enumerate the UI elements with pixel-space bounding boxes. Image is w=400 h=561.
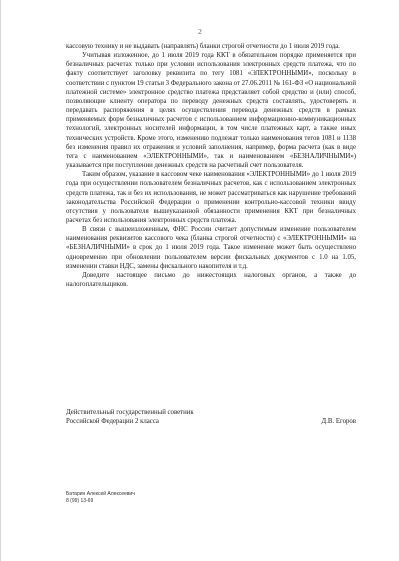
executor-phone: 8 (99) 13-69 <box>66 497 94 504</box>
signer-name: Д.В. Егоров <box>321 418 356 426</box>
paragraph-conclusion: Таким образом, указание в кассовом чеке наименования «ЭЛЕКТРОННЫМИ» до 1 июля 2019 года при осуществлении пользователем безналичных расчетов, как с использованием электронных средств платежа, так и без их использования, не может рассматриваться как нарушение требований законодательства Российской Федерации о применении контрольно-кассовой техники ввиду отсутствия у пользователя вышеуказанной обязанности применения ККТ при безналичных расчетах без использования электронных средств платежа. <box>66 171 356 224</box>
letter-body <box>66 42 356 289</box>
paragraph-electronic-payment: Учитывая изложенное, до 1 июля 2019 года ККТ в обязательном порядке применяется при безналичных расчетах только при условии использования электронных средств платежа, что по факту соответствует заголовку реквизита по тегу 1081 «ЭЛЕКТРОННЫМИ», поскольку в соответствии с пунктом 19 статьи 3 Федерального закона от 27.06.2011 № 161-ФЗ «О национальной платежной системе» электронное средство платежа представляет собой средство и (или) способ, позволяющие клиенту оператора по переводу денежных средств составлять, удостоверять и передавать распоряжения в целях осуществления перевода денежных средств в рамках применяемых форм безналичных расчетов с использованием информационно-коммуникационных технологий, электронных носителей информации, в том числе платежных карт, а также иных технических устройств. Кроме этого, изменению подлежат только наименования тегов 1081 и 1138 без изменения правил их отражения и условий заполнения, например, форма расчета (как в виде тега с наименованием «ЭЛЕКТРОННЫМИ», так и наименованием «БЕЗНАЛИЧНЫМИ») указывается при поступлении денежных средств на расчетный счет пользователя. <box>66 52 357 170</box>
signer-position-line2: Российской Федерации 2 класса <box>66 418 159 426</box>
executor-name: Батарин Алексей Алексеевич <box>66 491 135 497</box>
signature-row <box>66 417 356 426</box>
signer-position-line1: Действительный государственный советник <box>66 409 194 416</box>
signature-block <box>66 408 356 426</box>
paragraph-continuation: кассовую технику и не выдавать (направлять) бланки строгой отчетности до 1 июля 2019 года. <box>66 43 341 50</box>
executor-block <box>66 491 135 504</box>
page-number: 2 <box>198 27 202 36</box>
paragraph-instruction: Доведите настоящее письмо до нижестоящих налоговых органов, а также до налогоплательщиков. <box>66 271 356 289</box>
paragraph-fns-position: В связи с вышеизложенным, ФНС России считает допустимым изменение пользователем наименования реквизитов кассового чека (бланка строгой отчетности) с «ЭЛЕКТРОННЫМИ» на «БЕЗНАЛИЧНЫМИ» в срок до 1 июля 2019 года. Такое изменение может быть осуществлено одновременно при обновлении пользователем версии фискальных документов с 1.0 на 1.05, изменении ставки НДС, замены фискального накопителя и т.д. <box>66 226 356 270</box>
